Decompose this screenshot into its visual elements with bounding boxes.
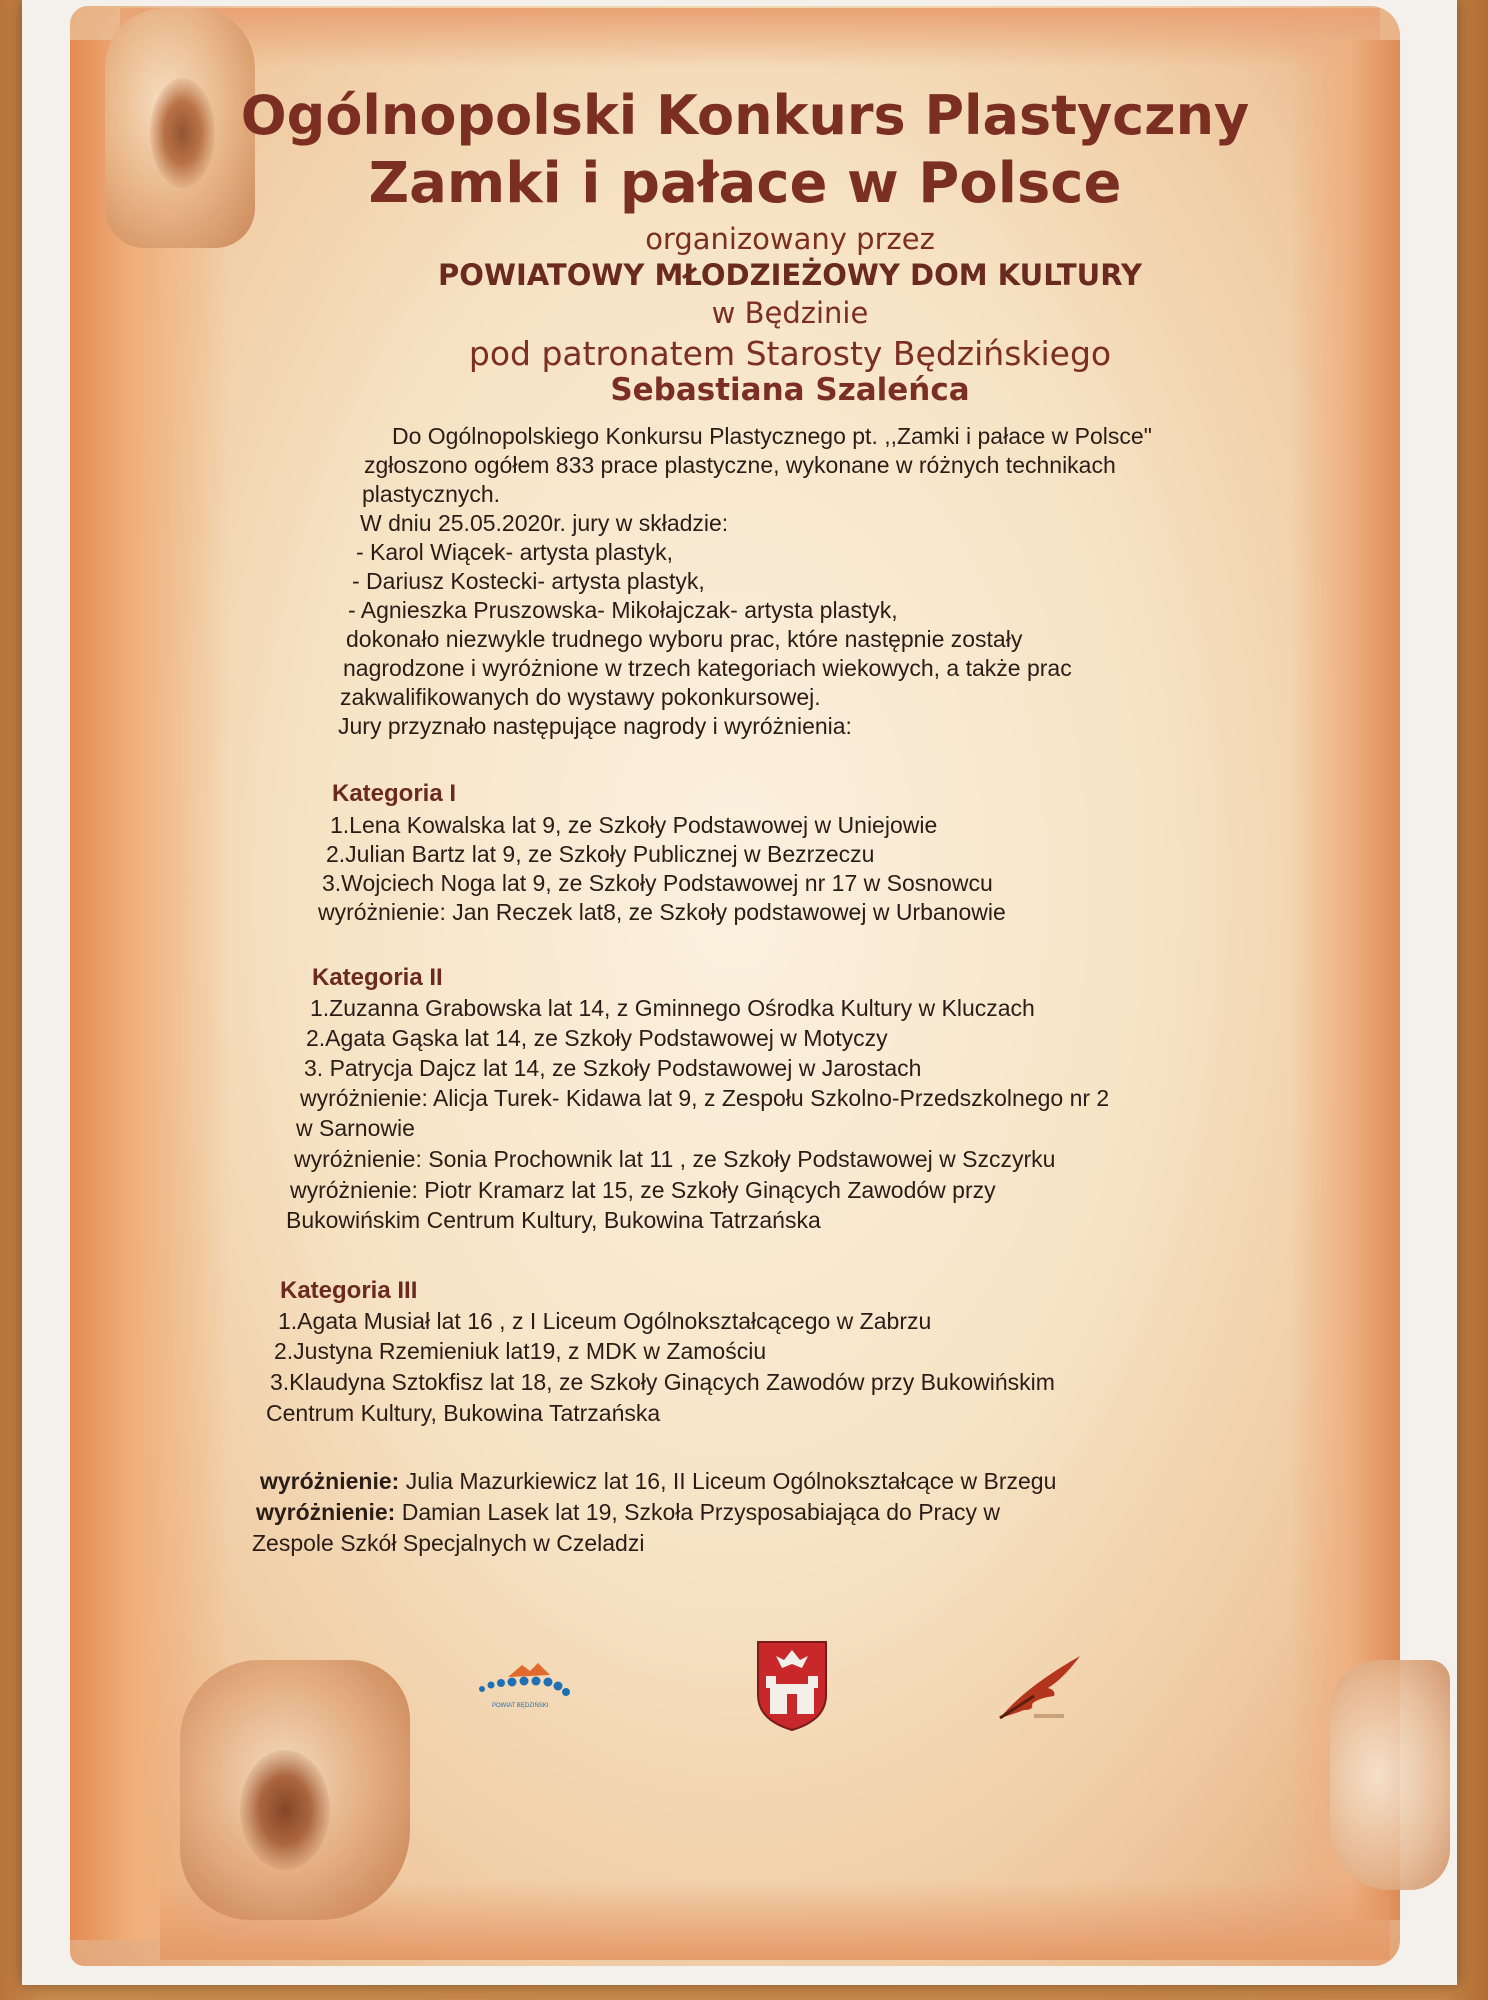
svg-text:POWIAT BĘDZIŃSKI: POWIAT BĘDZIŃSKI bbox=[492, 1703, 549, 1709]
category-3-heading: Kategoria III bbox=[280, 1277, 418, 1304]
category-2-entry: wyróżnienie: Piotr Kramarz lat 15, ze Szkoły Ginących Zawodów przy bbox=[290, 1177, 996, 1203]
category-1-entry: 2.Julian Bartz lat 9, ze Szkoły Publicznej w Bezrzeczu bbox=[326, 841, 875, 867]
extra-distinction-cont: Zespole Szkół Specjalnych w Czeladzi bbox=[252, 1530, 645, 1556]
jury-member: - Agnieszka Pruszowska- Mikołajczak- artysta plastyk, bbox=[348, 597, 898, 623]
patronage: pod patronatem Starosty Będzińskiego bbox=[468, 334, 1112, 373]
intro-line: W dniu 25.05.2020r. jury w składzie: bbox=[360, 510, 729, 536]
distinction-label: wyróżnienie: bbox=[260, 1468, 400, 1494]
patron-name: Sebastiana Szaleńca bbox=[610, 372, 970, 408]
category-3-entry: 3.Klaudyna Sztokfisz lat 18, ze Szkoły Ginących Zawodów przy Bukowińskim bbox=[270, 1369, 1055, 1395]
poster-title-line1: Ogólnopolski Konkurs Plastyczny bbox=[240, 84, 1250, 147]
category-2-entry: w Sarnowie bbox=[296, 1115, 415, 1141]
intro-line: nagrodzone i wyróżnione w trzech kategoriach wiekowych, a także prac bbox=[343, 655, 1072, 681]
institution-name: POWIATOWY MŁODZIEŻOWY DOM KULTURY bbox=[438, 258, 1142, 292]
institution-city: w Będzinie bbox=[711, 296, 869, 330]
jury-member: - Dariusz Kostecki- artysta plastyk, bbox=[352, 568, 705, 594]
category-2-entry: 3. Patrycja Dajcz lat 14, ze Szkoły Podstawowej w Jarostach bbox=[304, 1055, 922, 1081]
category-2-entry: 2.Agata Gąska lat 14, ze Szkoły Podstawowej w Motyczy bbox=[306, 1025, 888, 1051]
extra-distinction bbox=[256, 1498, 1000, 1527]
category-2-entry: wyróżnienie: Sonia Prochownik lat 11 , ze Szkoły Podstawowej w Szczyrku bbox=[294, 1146, 1056, 1172]
feather-quill-logo bbox=[994, 1648, 1084, 1726]
category-1-entry: 3.Wojciech Noga lat 9, ze Szkoły Podstawowej nr 17 w Sosnowcu bbox=[322, 870, 993, 896]
intro-line: Jury przyznało następujące nagrody i wyróżnienia: bbox=[338, 713, 852, 739]
bedzin-coat-of-arms-logo bbox=[756, 1640, 828, 1732]
distinction-text: Julia Mazurkiewicz lat 16, II Liceum Ogólnokształcące w Brzegu bbox=[399, 1468, 1057, 1494]
intro-line: plastycznych. bbox=[362, 481, 501, 507]
organized-by: organizowany przez bbox=[645, 222, 935, 256]
category-2-heading: Kategoria II bbox=[312, 964, 443, 991]
intro-line: zakwalifikowanych do wystawy pokonkursowej. bbox=[340, 684, 821, 710]
category-2-entry: wyróżnienie: Alicja Turek- Kidawa lat 9, z Zespołu Szkolno-Przedszkolnego nr 2 bbox=[300, 1085, 1110, 1111]
extra-distinction bbox=[260, 1467, 1056, 1496]
category-1-entry: wyróżnienie: Jan Reczek lat8, ze Szkoły podstawowej w Urbanowie bbox=[318, 899, 1006, 925]
category-3-entry: Centrum Kultury, Bukowina Tatrzańska bbox=[266, 1400, 661, 1426]
powiat-bedzinski-logo bbox=[478, 1655, 588, 1715]
category-1-entry: 1.Lena Kowalska lat 9, ze Szkoły Podstawowej w Uniejowie bbox=[330, 812, 938, 838]
category-3-entry: 1.Agata Musiał lat 16 , z I Liceum Ogólnokształcącego w Zabrzu bbox=[278, 1308, 932, 1334]
poster-title-line2: Zamki i pałace w Polsce bbox=[368, 151, 1122, 216]
distinction-text: Damian Lasek lat 19, Szkoła Przysposabiająca do Pracy w bbox=[395, 1499, 1000, 1525]
jury-member: - Karol Wiącek- artysta plastyk, bbox=[356, 539, 673, 565]
intro-line: zgłoszono ogółem 833 prace plastyczne, wykonane w różnych technikach bbox=[364, 452, 1116, 478]
category-2-entry: Bukowińskim Centrum Kultury, Bukowina Tatrzańska bbox=[286, 1207, 821, 1233]
intro-line: dokonało niezwykle trudnego wyboru prac, które następnie zostały bbox=[346, 626, 1023, 652]
distinction-label: wyróżnienie: bbox=[256, 1499, 396, 1525]
category-2-entry: 1.Zuzanna Grabowska lat 14, z Gminnego Ośrodka Kultury w Kluczach bbox=[310, 995, 1035, 1021]
intro-line: Do Ogólnopolskiego Konkursu Plastycznego pt. ,,Zamki i pałace w Polsce" bbox=[392, 423, 1152, 449]
category-3-entry: 2.Justyna Rzemieniuk lat19, z MDK w Zamościu bbox=[274, 1338, 767, 1364]
category-1-heading: Kategoria I bbox=[332, 780, 457, 807]
